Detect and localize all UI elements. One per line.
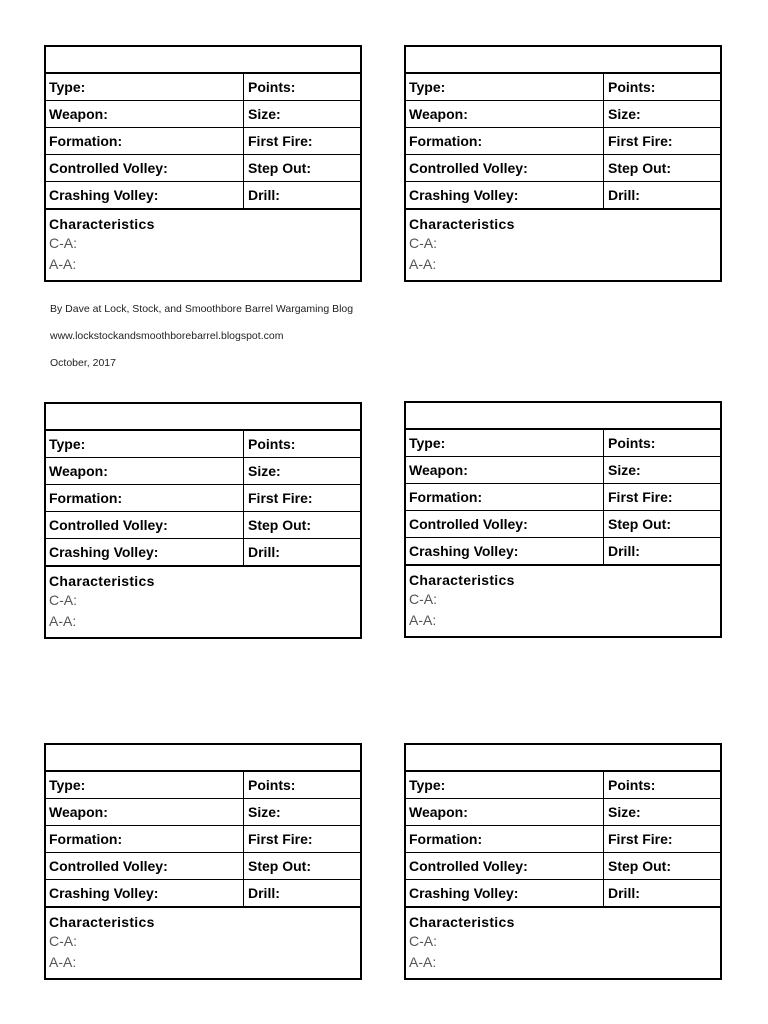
card-row <box>46 512 360 539</box>
row-label: Weapon: <box>406 799 604 825</box>
row-label: First Fire: <box>248 490 313 506</box>
row-label: Drill: <box>248 544 280 560</box>
row-label: First Fire: <box>248 831 313 847</box>
row-label: Size: <box>248 804 281 820</box>
characteristics-heading: Characteristics <box>49 216 155 232</box>
row-label: Points: <box>248 777 296 793</box>
unit-card <box>404 45 722 282</box>
attribution-notes <box>50 303 353 384</box>
row-label: Formation: <box>46 128 244 154</box>
card-row <box>46 182 360 210</box>
row-label: Formation: <box>406 826 604 852</box>
row-label: Type: <box>406 74 604 100</box>
date-label: October, 2017 <box>50 357 116 369</box>
blog-url: www.lockstockandsmoothborebarrel.blogspot.com <box>50 330 284 342</box>
aa-label: A-A: <box>49 613 77 629</box>
card-title-field <box>46 404 360 431</box>
row-label: Crashing Volley: <box>406 182 604 208</box>
row-label: Weapon: <box>406 457 604 483</box>
characteristics-section <box>46 210 360 280</box>
row-label: Crashing Volley: <box>46 880 244 906</box>
aa-label: A-A: <box>49 256 77 272</box>
row-label: Points: <box>608 777 656 793</box>
ca-label: C-A: <box>409 235 437 251</box>
aa-label: A-A: <box>409 612 437 628</box>
row-label: Drill: <box>248 885 280 901</box>
card-row <box>46 880 360 908</box>
ca-label: C-A: <box>409 591 437 607</box>
card-row <box>406 128 720 155</box>
card-row <box>46 458 360 485</box>
row-label: Points: <box>608 435 656 451</box>
unit-card <box>44 45 362 282</box>
author-credit: By Dave at Lock, Stock, and Smoothbore Barrel Wargaming Blog <box>50 303 354 315</box>
unit-card <box>44 402 362 639</box>
card-row <box>406 74 720 101</box>
aa-label: A-A: <box>409 954 437 970</box>
characteristics-heading: Characteristics <box>49 573 155 589</box>
row-label: First Fire: <box>608 831 673 847</box>
row-label: First Fire: <box>248 133 313 149</box>
row-label: Type: <box>406 772 604 798</box>
card-row <box>406 430 720 457</box>
row-label: Size: <box>608 804 641 820</box>
row-label: Points: <box>608 79 656 95</box>
row-label: Size: <box>608 106 641 122</box>
row-label: Controlled Volley: <box>46 155 244 181</box>
row-label: Crashing Volley: <box>46 539 244 565</box>
row-label: Formation: <box>46 485 244 511</box>
card-row <box>46 799 360 826</box>
card-row <box>46 101 360 128</box>
row-label: First Fire: <box>608 133 673 149</box>
card-row <box>46 74 360 101</box>
row-label: Step Out: <box>248 858 311 874</box>
row-label: Type: <box>46 74 244 100</box>
row-label: Size: <box>248 106 281 122</box>
characteristics-section <box>406 908 720 978</box>
row-label: Step Out: <box>248 517 311 533</box>
unit-card <box>404 401 722 638</box>
card-row <box>46 155 360 182</box>
row-label: Points: <box>248 79 296 95</box>
row-label: Weapon: <box>46 101 244 127</box>
row-label: Drill: <box>608 885 640 901</box>
ca-label: C-A: <box>49 235 77 251</box>
card-row <box>46 128 360 155</box>
card-title-field <box>46 745 360 772</box>
row-label: Crashing Volley: <box>46 182 244 208</box>
row-label: Controlled Volley: <box>406 155 604 181</box>
row-label: Formation: <box>406 484 604 510</box>
row-label: Type: <box>46 431 244 457</box>
characteristics-section <box>406 210 720 280</box>
characteristics-section <box>46 567 360 637</box>
row-label: Size: <box>608 462 641 478</box>
aa-label: A-A: <box>49 954 77 970</box>
row-label: Type: <box>406 430 604 456</box>
row-label: Size: <box>248 463 281 479</box>
characteristics-section <box>406 566 720 636</box>
row-label: Weapon: <box>46 458 244 484</box>
unit-card <box>44 743 362 980</box>
card-row <box>46 772 360 799</box>
characteristics-heading: Characteristics <box>49 914 155 930</box>
card-row <box>406 826 720 853</box>
card-row <box>406 457 720 484</box>
card-row <box>406 511 720 538</box>
card-row <box>46 431 360 458</box>
row-label: Step Out: <box>248 160 311 176</box>
card-title-field <box>406 403 720 430</box>
card-row <box>46 539 360 567</box>
card-row <box>46 826 360 853</box>
row-label: Weapon: <box>406 101 604 127</box>
characteristics-heading: Characteristics <box>409 914 515 930</box>
card-row <box>406 101 720 128</box>
card-row <box>406 484 720 511</box>
row-label: Weapon: <box>46 799 244 825</box>
card-title-field <box>406 47 720 74</box>
unit-card <box>404 743 722 980</box>
characteristics-heading: Characteristics <box>409 572 515 588</box>
card-row <box>406 538 720 566</box>
row-label: Step Out: <box>608 160 671 176</box>
row-label: Controlled Volley: <box>406 853 604 879</box>
row-label: Formation: <box>406 128 604 154</box>
card-title-field <box>406 745 720 772</box>
row-label: Formation: <box>46 826 244 852</box>
row-label: Controlled Volley: <box>46 853 244 879</box>
card-row <box>46 853 360 880</box>
card-row <box>406 853 720 880</box>
card-row <box>46 485 360 512</box>
card-row <box>406 182 720 210</box>
card-row <box>406 155 720 182</box>
row-label: Controlled Volley: <box>406 511 604 537</box>
row-label: Step Out: <box>608 516 671 532</box>
row-label: Controlled Volley: <box>46 512 244 538</box>
row-label: Type: <box>46 772 244 798</box>
row-label: Drill: <box>248 187 280 203</box>
row-label: First Fire: <box>608 489 673 505</box>
card-row <box>406 880 720 908</box>
row-label: Crashing Volley: <box>406 538 604 564</box>
row-label: Drill: <box>608 543 640 559</box>
row-label: Points: <box>248 436 296 452</box>
card-row <box>406 772 720 799</box>
row-label: Step Out: <box>608 858 671 874</box>
ca-label: C-A: <box>409 933 437 949</box>
ca-label: C-A: <box>49 592 77 608</box>
row-label: Drill: <box>608 187 640 203</box>
row-label: Crashing Volley: <box>406 880 604 906</box>
aa-label: A-A: <box>409 256 437 272</box>
characteristics-section <box>46 908 360 978</box>
characteristics-heading: Characteristics <box>409 216 515 232</box>
card-title-field <box>46 47 360 74</box>
ca-label: C-A: <box>49 933 77 949</box>
card-row <box>406 799 720 826</box>
